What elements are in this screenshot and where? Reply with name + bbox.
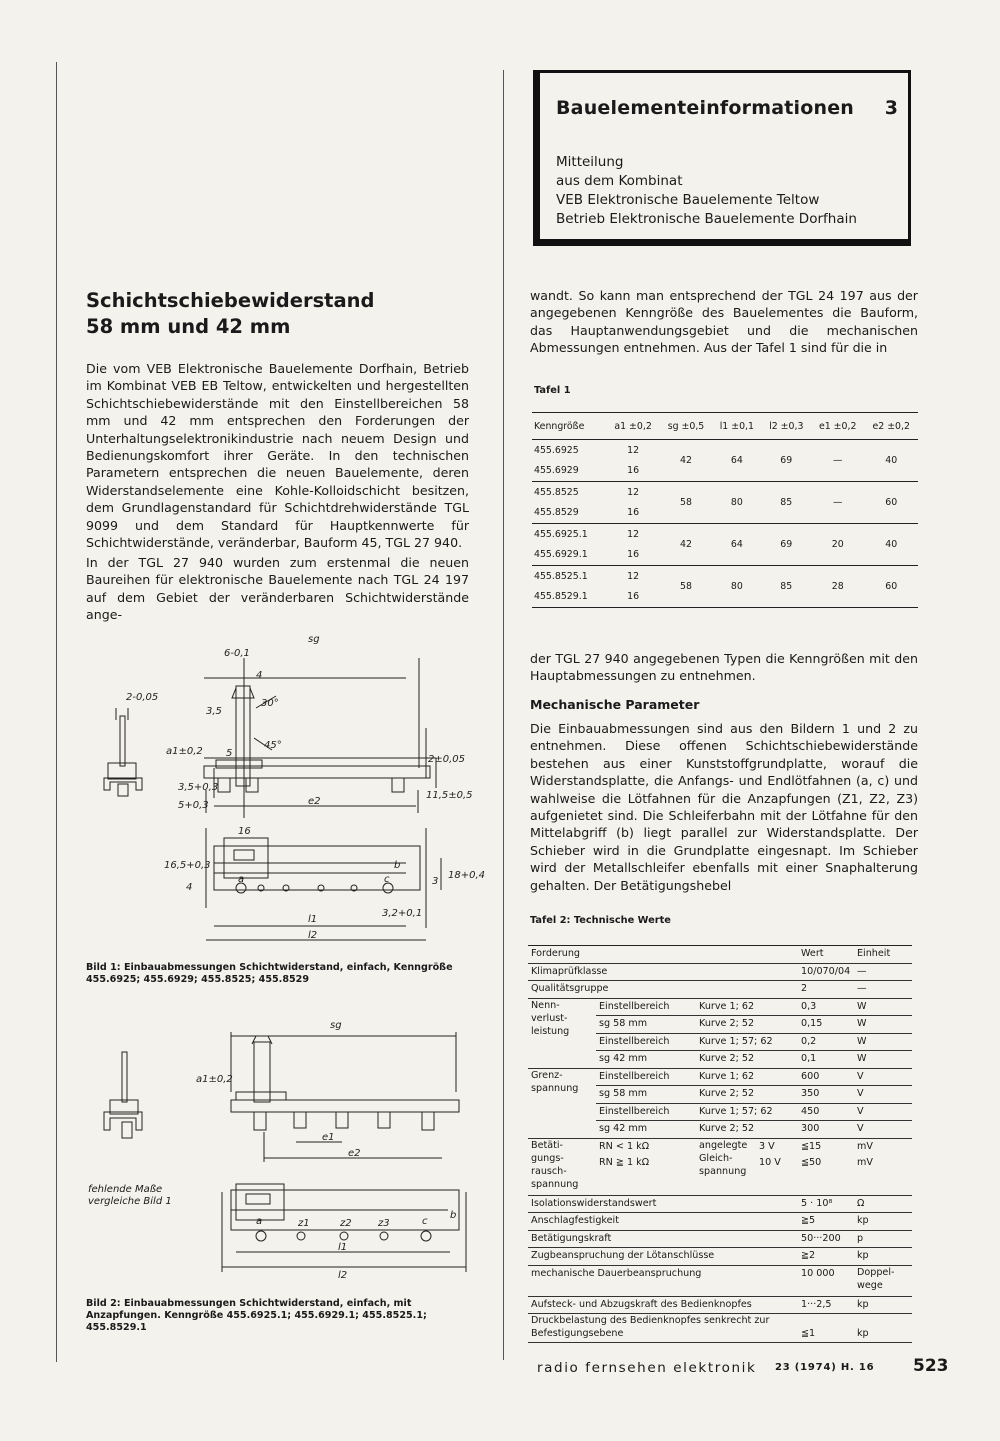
tafel1-label: Tafel 1 bbox=[534, 385, 571, 396]
fig1-label-b: b bbox=[394, 860, 401, 871]
tafel2-cell: ≦15 bbox=[801, 1140, 822, 1152]
fig1-label-18: 18+0,4 bbox=[448, 870, 486, 881]
fig1-label-5: 5 bbox=[226, 748, 233, 759]
fig2-label-b: b bbox=[450, 1210, 457, 1221]
fig1-label-35b: 3,5+0,3 bbox=[178, 782, 219, 793]
tafel1-a1: 12 bbox=[627, 486, 640, 498]
fig2-label-e2: e2 bbox=[348, 1148, 361, 1159]
tafel2-cell: kp bbox=[854, 1248, 912, 1266]
tafel2-cell: RN < 1 kΩ bbox=[599, 1140, 650, 1152]
tafel2-cell: — bbox=[854, 963, 912, 981]
tafel2-cell: mechanische Dauerbeanspruchung bbox=[528, 1265, 798, 1296]
fig2-label-z3: z3 bbox=[378, 1218, 390, 1229]
tafel2-cell: V bbox=[854, 1086, 912, 1104]
table-row bbox=[532, 482, 918, 503]
tafel1-kenn: 455.8529.1 bbox=[532, 587, 606, 608]
fig2-label-sg: sg bbox=[330, 1020, 342, 1031]
tafel2-cell: 450 bbox=[798, 1103, 854, 1121]
tafel2-cell: 350 bbox=[798, 1086, 854, 1104]
tafel1-l2: 85 bbox=[762, 566, 811, 608]
fig1-label-2005: 2±0,05 bbox=[428, 754, 466, 765]
article-title-line2: 58 mm und 42 mm bbox=[86, 315, 291, 338]
tafel1-kenn: 455.6925.1 bbox=[534, 528, 588, 540]
tafel2-cell: angelegte Gleich-spannung bbox=[699, 1139, 748, 1177]
tafel2-cell: RN ≧ 1 kΩ bbox=[596, 1155, 696, 1195]
tafel1-a1: 16 bbox=[606, 545, 659, 566]
tafel1-a1: 12 bbox=[627, 444, 640, 456]
column-divider-rule bbox=[503, 70, 504, 1360]
tafel2-cell: 2 bbox=[798, 981, 854, 999]
heading-mechanische-parameter: Mechanische Parameter bbox=[530, 697, 700, 712]
tafel2-cell: mV bbox=[857, 1140, 873, 1152]
info-line: Betrieb Elektronische Bauelemente Dorfhain bbox=[556, 211, 857, 227]
tafel2-cell: 0,2 bbox=[798, 1033, 854, 1051]
tafel2-cell: sg 58 mm bbox=[596, 1016, 696, 1034]
tafel1-header: e1 ±0,2 bbox=[811, 413, 864, 440]
paragraph-tgl: In der TGL 27 940 wurden zum erstenmal die neuen Baureihen für elektronische Bauelemente nach TGL 24 197 auf dem Gebiet der veränderbaren Schichtwiderstände ange- bbox=[86, 555, 469, 623]
fig2-label-a1: a1±0,2 bbox=[196, 1074, 233, 1085]
figure-1-drawing bbox=[86, 628, 486, 956]
tafel1-kenn: 455.8525 bbox=[534, 486, 579, 498]
fig1-label-35: 3,5 bbox=[206, 706, 222, 717]
tafel2-cell: Kurve 1; 62 bbox=[696, 1068, 798, 1086]
tafel2-header: Forderung bbox=[528, 946, 798, 964]
figure-1-caption: Bild 1: Einbauabmessungen Schichtwiderstand, einfach, Kenngröße 455.6925; 455.6929; 455.8525; 455.8529 bbox=[86, 962, 453, 985]
fig1-label-e2: e2 bbox=[308, 796, 321, 807]
tafel1-l2: 69 bbox=[762, 524, 811, 566]
tafel1-header: Kenngröße bbox=[532, 413, 606, 440]
fig2-label-c: c bbox=[422, 1216, 428, 1227]
tafel2-cell: Qualitätsgruppe bbox=[528, 981, 798, 999]
table-row bbox=[528, 1296, 912, 1314]
tafel1-sg: 42 bbox=[660, 440, 712, 482]
table-row bbox=[528, 1195, 912, 1213]
fig1-label-l2: l2 bbox=[308, 930, 318, 941]
tafel2-header: Wert bbox=[798, 946, 854, 964]
tafel1-e2: 60 bbox=[864, 566, 918, 608]
table-row bbox=[532, 524, 918, 545]
info-box-title: Bauelementeinformationen bbox=[556, 97, 855, 119]
fig1-label-l1: l1 bbox=[308, 914, 318, 925]
tafel2-cell: Anschlagfestigkeit bbox=[528, 1213, 798, 1231]
tafel2-cell: Zugbeanspruchung der Lötanschlüsse bbox=[528, 1248, 798, 1266]
tafel1-header: e2 ±0,2 bbox=[864, 413, 918, 440]
tafel2-cell: 600 bbox=[798, 1068, 854, 1086]
tafel1-a1: 12 bbox=[627, 528, 640, 540]
tafel1-header: l2 ±0,3 bbox=[762, 413, 811, 440]
fig2-label-a: a bbox=[256, 1216, 263, 1227]
tafel1-l1: 80 bbox=[712, 566, 761, 608]
tafel2-cell: p bbox=[854, 1230, 912, 1248]
tafel1-e2: 40 bbox=[864, 440, 918, 482]
table-row bbox=[532, 440, 918, 461]
tafel2-group-label: Betäti-gungs-rausch-spannung bbox=[528, 1138, 596, 1195]
tafel1-sg: 58 bbox=[660, 566, 712, 608]
tafel2-cell: 300 bbox=[798, 1121, 854, 1139]
fig1-label-c: c bbox=[384, 874, 390, 885]
tafel1-e1: 28 bbox=[811, 566, 864, 608]
tafel2-cell: Einstellbereich bbox=[596, 1103, 696, 1121]
tafel2-cell: Kurve 2; 52 bbox=[696, 1016, 798, 1034]
table-row bbox=[532, 566, 918, 587]
tafel1-kenn: 455.8525.1 bbox=[534, 570, 588, 582]
footer-journal: radio fernsehen elektronik bbox=[537, 1360, 757, 1376]
tafel2-cell: — bbox=[854, 981, 912, 999]
tafel2-cell: 1···2,5 bbox=[798, 1296, 854, 1314]
article-title-line1: Schichtschiebewiderstand bbox=[86, 289, 375, 312]
tafel2-cell: Druckbelastung des Bedienknopfes senkrecht zur Befestigungsebene bbox=[528, 1314, 798, 1343]
fig1-label-a1: a1±0,2 bbox=[166, 746, 203, 757]
tafel1-e1: — bbox=[811, 440, 864, 482]
table-row bbox=[528, 1230, 912, 1248]
fig1-label-sg: sg bbox=[308, 634, 320, 645]
paragraph-continued: wandt. So kann man entsprechend der TGL 24 197 aus der angegebenen Kenngröße des Bauelementes die Bauform, das Hauptanwendungsgebiet und die mechanischen Abmessungen entnehmen. Aus der Tafel 1 sind für die in bbox=[530, 288, 918, 356]
info-box bbox=[533, 70, 911, 246]
table-row bbox=[528, 1213, 912, 1231]
article-title bbox=[86, 288, 375, 340]
tafel1-kenn: 455.6925 bbox=[534, 444, 579, 456]
table-row bbox=[528, 963, 912, 981]
table-row bbox=[528, 1314, 912, 1343]
tafel1-a1: 16 bbox=[606, 461, 659, 482]
tafel2-cell: ≦1 bbox=[798, 1314, 854, 1343]
tafel2-cell: V bbox=[854, 1103, 912, 1121]
tafel2-cell: 3 V bbox=[759, 1140, 775, 1152]
tafel2-cell: Doppel-wege bbox=[854, 1265, 912, 1296]
tafel2-cell: W bbox=[854, 1051, 912, 1069]
info-line: aus dem Kombinat bbox=[556, 173, 683, 189]
tafel1-sg: 58 bbox=[660, 482, 712, 524]
tafel2-cell: Kurve 1; 62 bbox=[696, 998, 798, 1016]
tafel2-cell: Betätigungskraft bbox=[528, 1230, 798, 1248]
tafel1-kenn: 455.6929 bbox=[532, 461, 606, 482]
tafel2-cell: Einstellbereich bbox=[596, 1068, 696, 1086]
tafel2-cell: 5 · 10⁸ bbox=[798, 1195, 854, 1213]
tafel2-cell: Kurve 1; 57; 62 bbox=[696, 1033, 798, 1051]
tafel2-cell: W bbox=[854, 1016, 912, 1034]
fig1-label-a: a bbox=[238, 874, 245, 885]
tafel2-cell: V bbox=[854, 1068, 912, 1086]
table-row bbox=[528, 1068, 912, 1086]
figure-2-drawing bbox=[86, 1012, 486, 1294]
tafel2-cell: Klimaprüfklasse bbox=[528, 963, 798, 981]
tafel2-cell: Kurve 2; 52 bbox=[696, 1086, 798, 1104]
tafel1-a1: 12 bbox=[627, 570, 640, 582]
fig1-label-115: 11,5±0,5 bbox=[426, 790, 473, 801]
tafel2-cell: ≦50 bbox=[798, 1155, 854, 1195]
tafel2-header: Einheit bbox=[854, 946, 912, 964]
tafel1-table bbox=[532, 412, 918, 608]
tafel2-cell: 0,1 bbox=[798, 1051, 854, 1069]
tafel2-cell: Ω bbox=[854, 1195, 912, 1213]
tafel2-voltages bbox=[759, 1139, 793, 1171]
tafel1-header-row bbox=[532, 413, 918, 440]
fig1-label-5b: 5+0,3 bbox=[178, 800, 209, 811]
fig2-label-z2: z2 bbox=[340, 1218, 352, 1229]
tafel2-cell: kp bbox=[854, 1213, 912, 1231]
tafel1-a1: 16 bbox=[606, 503, 659, 524]
tafel2-cell: 10 000 bbox=[798, 1265, 854, 1296]
figure-2-note: fehlende Maße vergleiche Bild 1 bbox=[88, 1184, 172, 1207]
table-row bbox=[528, 1265, 912, 1296]
tafel2-cell: Einstellbereich bbox=[596, 998, 696, 1016]
tafel2-cell: Kurve 2; 52 bbox=[696, 1051, 798, 1069]
tafel2-cell: sg 42 mm bbox=[596, 1121, 696, 1139]
tafel2-cell: Isolationswiderstandswert bbox=[528, 1195, 798, 1213]
tafel2-table bbox=[528, 945, 912, 1343]
fig1-label-45deg: 45° bbox=[264, 740, 282, 751]
table-row bbox=[528, 1248, 912, 1266]
tafel2-cell: V bbox=[854, 1121, 912, 1139]
footer-issue: 23 (1974) H. 16 bbox=[775, 1362, 875, 1373]
tafel2-cell: ≧5 bbox=[798, 1213, 854, 1231]
fig2-label-z1: z1 bbox=[298, 1218, 310, 1229]
paragraph-mechanik: Die Einbauabmessungen sind aus den Bildern 1 und 2 zu entnehmen. Diese offenen Schichtschiebewiderstände bestehen aus einer Kunststoffgrundplatte, worauf die Widerstandsplatte, die Anfangs- und Endlötfahnen (a, c) und wahlweise die Lötfahnen für die Anzapfungen (Z1, Z2, Z3) aufgenietet sind. Die Schleiferbahn mit der Lötfahne für den Mittelabgriff (b) liegt parallel zur Widerstandsplatte. Der Schieber wird in die Grundplatte eingesnapt. Im Schieber wird der Metallschleifer ebenfalls mit einer Snaphalterung gehalten. Der Betätigungshebel bbox=[530, 721, 918, 893]
table-row bbox=[528, 981, 912, 999]
fig2-label-e1: e1 bbox=[322, 1132, 335, 1143]
tafel2-cell: W bbox=[854, 1033, 912, 1051]
tafel1-l2: 85 bbox=[762, 482, 811, 524]
tafel1-l2: 69 bbox=[762, 440, 811, 482]
tafel1-e1: 20 bbox=[811, 524, 864, 566]
tafel1-a1: 16 bbox=[606, 587, 659, 608]
tafel2-cell: mV bbox=[854, 1155, 912, 1195]
tafel1-header: l1 ±0,1 bbox=[712, 413, 761, 440]
tafel2-cell-group bbox=[696, 1138, 798, 1195]
tafel2-cell: kp bbox=[854, 1296, 912, 1314]
left-margin-rule bbox=[56, 62, 57, 1362]
tafel1-sg: 42 bbox=[660, 524, 712, 566]
tafel2-cell: 0,3 bbox=[798, 998, 854, 1016]
tafel2-group-label: Grenz-spannung bbox=[528, 1068, 596, 1138]
fig1-label-4b: 4 bbox=[186, 882, 193, 893]
tafel2-cell: 50···200 bbox=[798, 1230, 854, 1248]
fig1-label-16: 16 bbox=[238, 826, 251, 837]
tafel2-cell: 0,15 bbox=[798, 1016, 854, 1034]
table-row bbox=[528, 998, 912, 1016]
info-line: VEB Elektronische Bauelemente Teltow bbox=[556, 192, 820, 208]
tafel1-header: a1 ±0,2 bbox=[606, 413, 659, 440]
paragraph-intro: Die vom VEB Elektronische Bauelemente Dorfhain, Betrieb im Kombinat VEB EB Teltow, entwickelten und hergestellten Schichtschiebewiderstände mit den Einstellbereichen 58 mm und 42 mm entsprechen den Forderungen der Unterhaltungselektronikindustrie nach neuem Design und Bedienungskomfort ihrer Geräte. In den technischen Parametern entsprechen die neuen Bauelemente, deren Widerstandselemente eine Kohle-Kolloidschicht besitzen, dem Grundlagenstandard für Schichtdrehwiderstände TGL 9099 und dem Standard für Hauptkennwerte für Schichtwiderstände, veränderbar, Bauform 45, TGL 27 940. bbox=[86, 361, 469, 551]
tafel2-cell: 10/070/04 bbox=[798, 963, 854, 981]
tafel1-header: sg ±0,5 bbox=[660, 413, 712, 440]
table-row bbox=[528, 1138, 912, 1155]
tafel2-cell: Aufsteck- und Abzugskraft des Bedienknopfes bbox=[528, 1296, 798, 1314]
tafel2-cell: sg 58 mm bbox=[596, 1086, 696, 1104]
tafel2-cell: 10 V bbox=[759, 1156, 781, 1168]
tafel1-l1: 64 bbox=[712, 440, 761, 482]
fig1-label-6: 6-0,1 bbox=[224, 648, 250, 659]
paragraph-kenngroessen: der TGL 27 940 angegebenen Typen die Kenngrößen mit den Hauptabmessungen zu entnehmen. bbox=[530, 651, 918, 684]
fig1-label-3: 3 bbox=[432, 876, 439, 887]
page-number: 523 bbox=[913, 1356, 949, 1376]
tafel2-cell: Kurve 1; 57; 62 bbox=[696, 1103, 798, 1121]
fig1-label-30deg: 30° bbox=[261, 698, 279, 709]
fig1-label-2-005: 2-0,05 bbox=[126, 692, 159, 703]
tafel1-kenn: 455.6929.1 bbox=[532, 545, 606, 566]
tafel1-e2: 60 bbox=[864, 482, 918, 524]
figure-2-caption: Bild 2: Einbauabmessungen Schichtwiderstand, einfach, mit Anzapfungen. Kenngröße 455.6925.1; 455.6929.1; 455.8525.1; 455.8529.1 bbox=[86, 1298, 427, 1333]
tafel2-label: Tafel 2: Technische Werte bbox=[530, 915, 671, 926]
tafel2-cell: Einstellbereich bbox=[596, 1033, 696, 1051]
tafel2-group-label: Nenn-verlust-leistung bbox=[528, 998, 596, 1068]
tafel1-l1: 64 bbox=[712, 524, 761, 566]
tafel1-kenn: 455.8529 bbox=[532, 503, 606, 524]
tafel1-e2: 40 bbox=[864, 524, 918, 566]
fig1-label-4: 4 bbox=[256, 670, 263, 681]
tafel1-e1: — bbox=[811, 482, 864, 524]
tafel1-l1: 80 bbox=[712, 482, 761, 524]
tafel2-header-row bbox=[528, 946, 912, 964]
fig1-label-165: 16,5+0,3 bbox=[164, 860, 211, 871]
fig1-label-32: 3,2+0,1 bbox=[382, 908, 423, 919]
info-box-number: 3 bbox=[884, 97, 898, 119]
tafel2-cell: sg 42 mm bbox=[596, 1051, 696, 1069]
fig2-label-l1: l1 bbox=[338, 1242, 348, 1253]
tafel2-cell: ≧2 bbox=[798, 1248, 854, 1266]
tafel2-cell: Kurve 2; 52 bbox=[696, 1121, 798, 1139]
fig2-label-l2: l2 bbox=[338, 1270, 348, 1281]
info-box-lines bbox=[556, 153, 857, 229]
tafel2-cell: kp bbox=[854, 1314, 912, 1343]
tafel2-cell: W bbox=[854, 998, 912, 1016]
info-line: Mitteilung bbox=[556, 154, 624, 170]
